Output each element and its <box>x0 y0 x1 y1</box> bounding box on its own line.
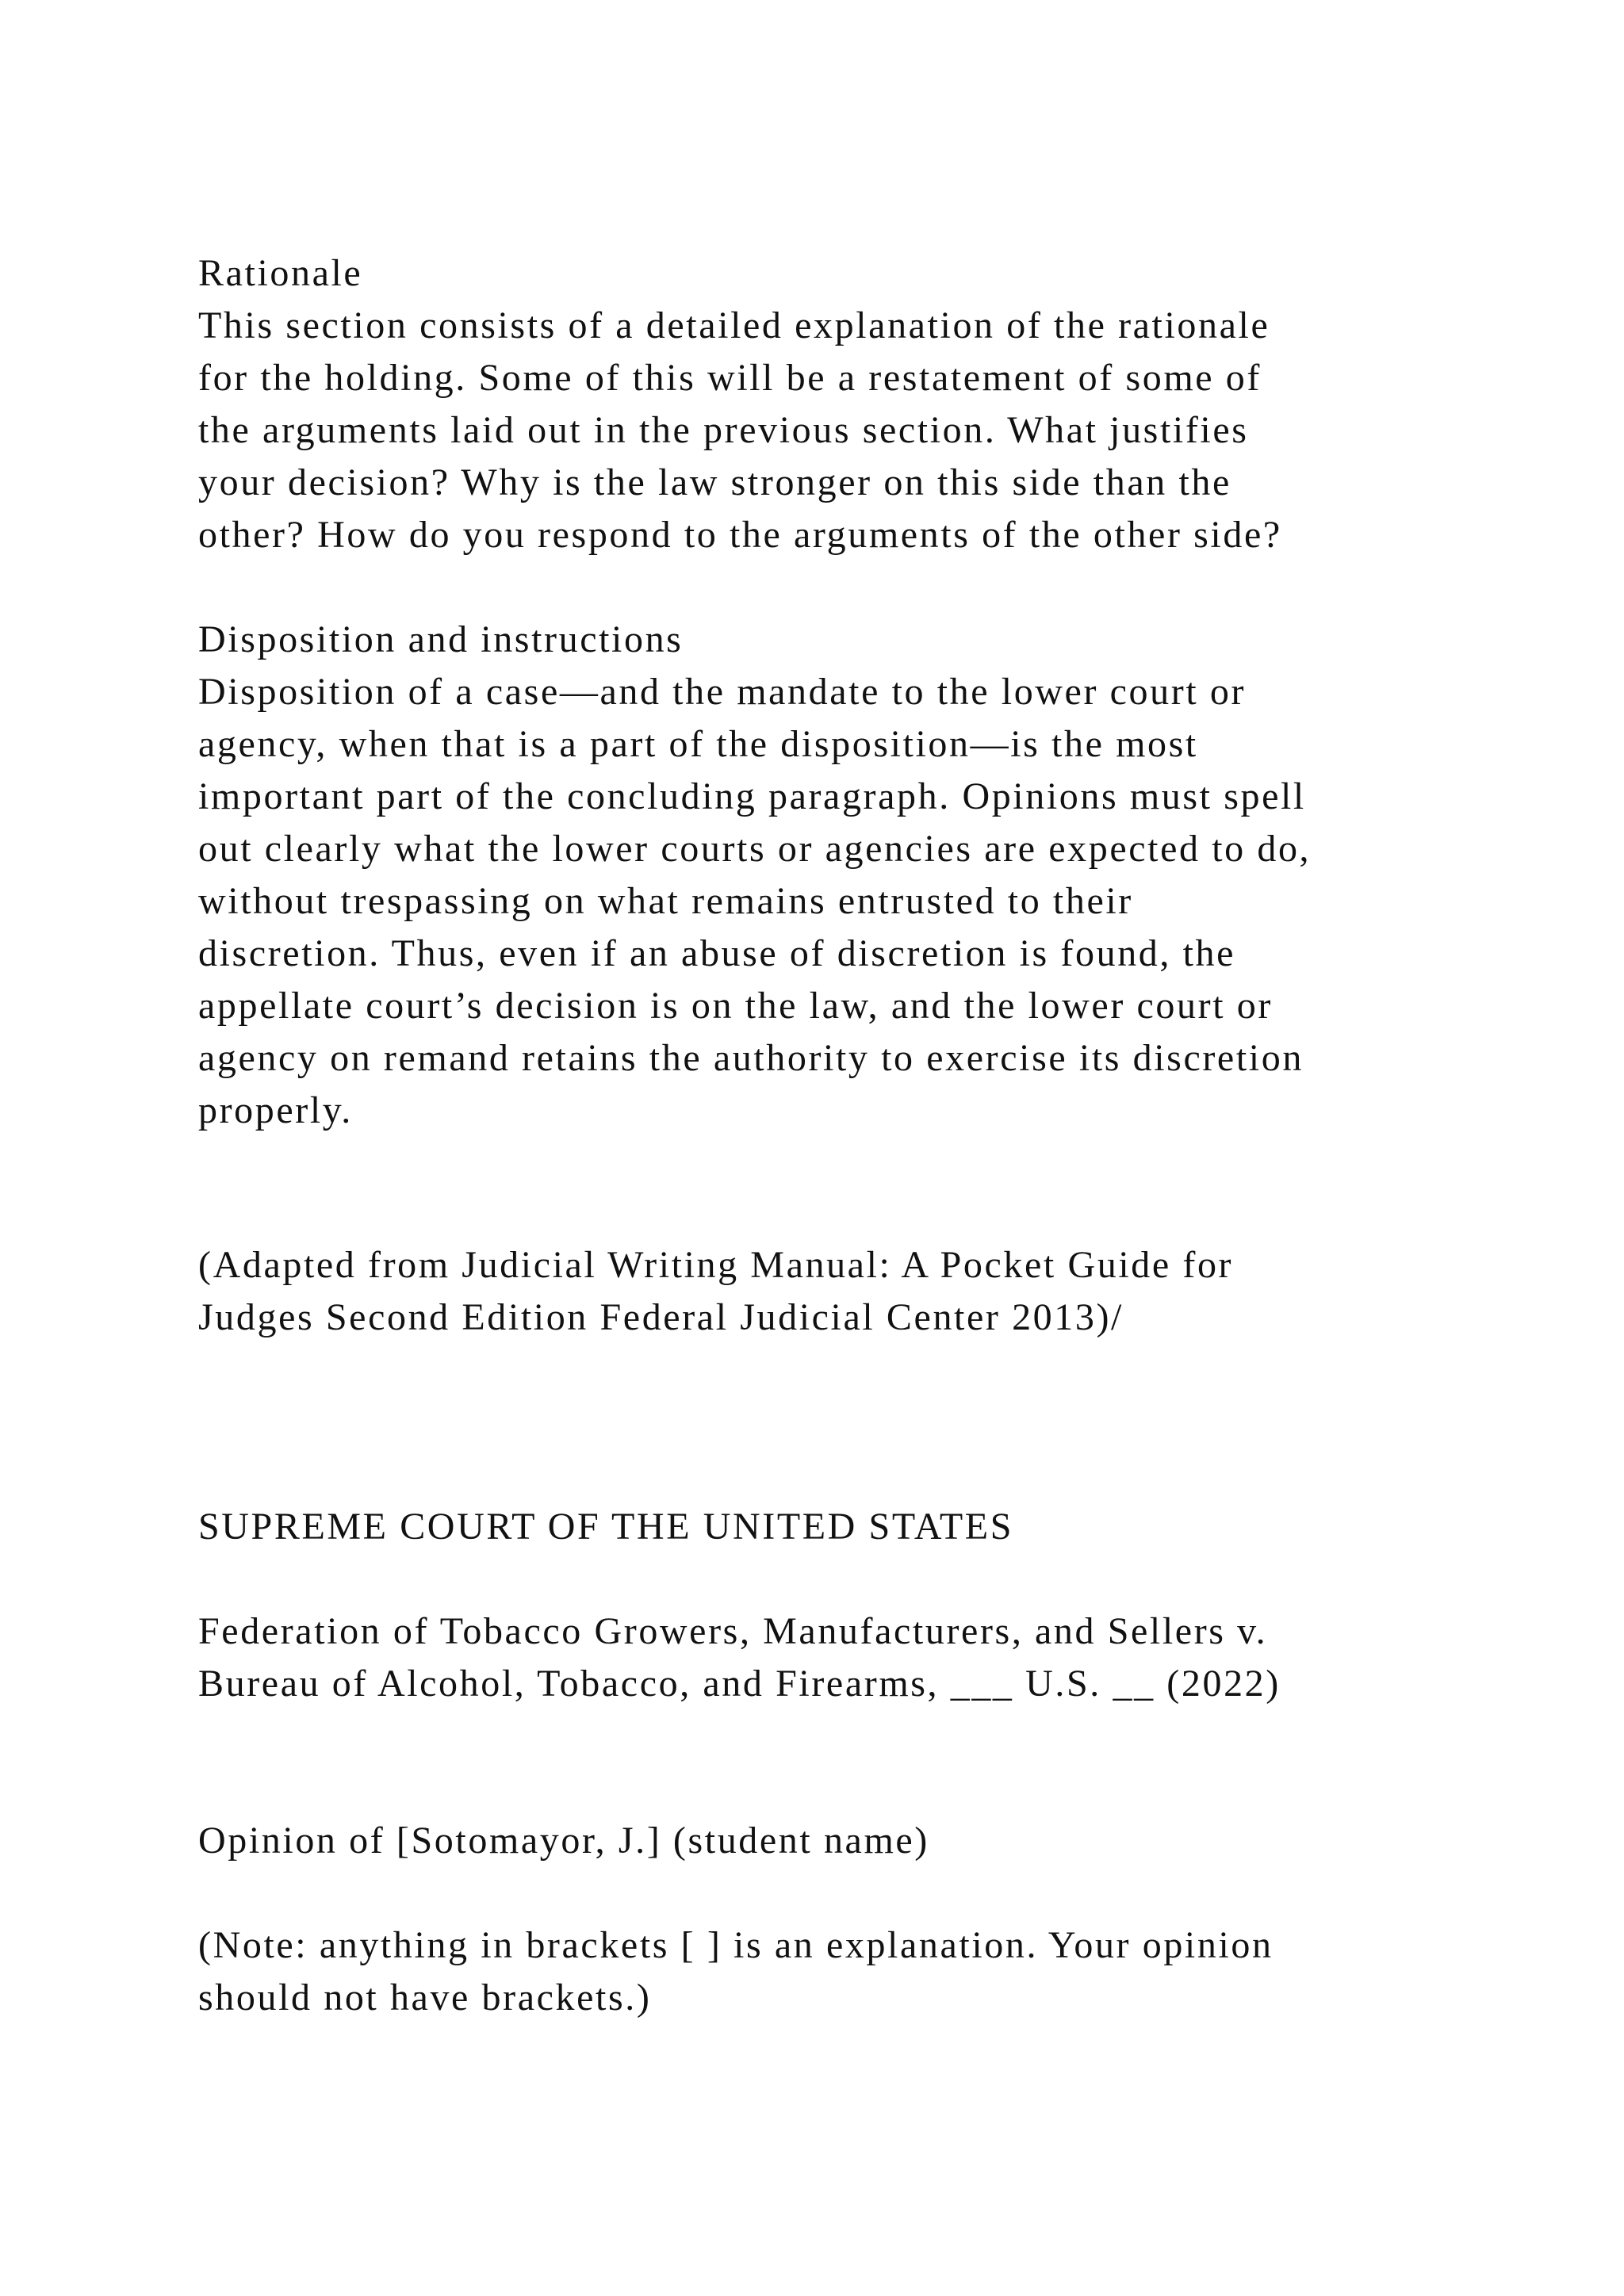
court-title <box>198 1501 1546 1553</box>
rationale-section <box>198 247 1546 561</box>
source-citation <box>198 1239 1546 1344</box>
disposition-line: discretion. Thus, even if an abuse of discretion is found, the <box>198 932 1236 974</box>
rationale-heading: Rationale <box>198 252 363 294</box>
disposition-line: agency, when that is a part of the disposition—is the most <box>198 723 1198 765</box>
rationale-line: This section consists of a detailed explanation of the rationale <box>198 304 1270 346</box>
case-caption-line: Bureau of Alcohol, Tobacco, and Firearms, ___ U.S. __ (2022) <box>198 1663 1281 1705</box>
case-caption-line: Federation of Tobacco Growers, Manufacturers, and Sellers v. <box>198 1610 1268 1652</box>
court-title-line: SUPREME COURT OF THE UNITED STATES <box>198 1506 1013 1548</box>
source-citation-line: (Adapted from Judicial Writing Manual: A Pocket Guide for <box>198 1244 1234 1286</box>
disposition-line: without trespassing on what remains entrusted to their <box>198 880 1133 922</box>
rationale-line: for the holding. Some of this will be a restatement of some of <box>198 357 1262 399</box>
disposition-line: important part of the concluding paragraph. Opinions must spell <box>198 775 1306 817</box>
bracket-note-line: should not have brackets.) <box>198 1976 652 2019</box>
disposition-line: agency on remand retains the authority to exercise its discretion <box>198 1037 1304 1079</box>
rationale-line: your decision? Why is the law stronger on this side than the <box>198 461 1231 503</box>
opinion-author <box>198 1815 1546 1867</box>
bracket-note <box>198 1919 1546 2024</box>
case-caption <box>198 1605 1546 1710</box>
disposition-heading: Disposition and instructions <box>198 618 684 660</box>
opinion-author-line: Opinion of [Sotomayor, J.] (student name) <box>198 1820 929 1862</box>
source-citation-line: Judges Second Edition Federal Judicial Center 2013)/ <box>198 1296 1124 1338</box>
disposition-line: appellate court’s decision is on the law, and the lower court or <box>198 985 1273 1027</box>
disposition-section <box>198 614 1546 1137</box>
rationale-line: the arguments laid out in the previous section. What justifies <box>198 409 1249 451</box>
disposition-line: Disposition of a case—and the mandate to the lower court or <box>198 671 1247 713</box>
disposition-line: out clearly what the lower courts or agencies are expected to do, <box>198 828 1312 870</box>
disposition-line: properly. <box>198 1089 353 1131</box>
bracket-note-line: (Note: anything in brackets [ ] is an explanation. Your opinion <box>198 1924 1274 1966</box>
rationale-line: other? How do you respond to the arguments of the other side? <box>198 514 1282 556</box>
